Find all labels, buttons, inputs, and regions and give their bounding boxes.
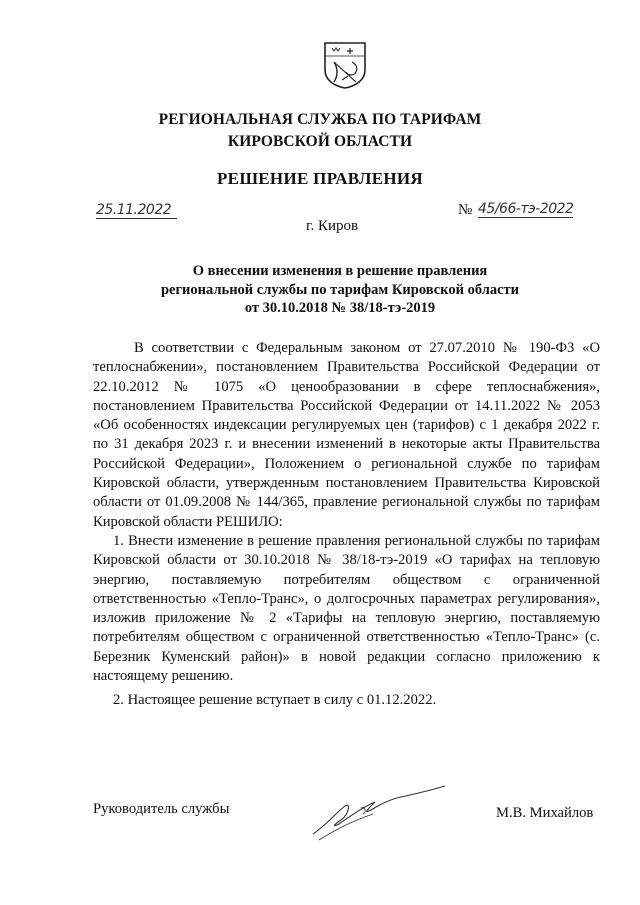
kirov-coat-of-arms-icon (322, 40, 368, 90)
document-subject: О внесении изменения в решение правления региональной службы по тарифам Кировской области от 30.10.2018 № 38/18-тэ-2019 (160, 263, 520, 316)
decision-date: 25.11.2022 (96, 202, 177, 219)
organization-name-line2: КИРОВСКОЙ ОБЛАСТИ (227, 133, 413, 150)
decision-number: 45/66-тэ-2022 (478, 201, 574, 217)
city: г. Киров (306, 218, 359, 234)
document-title: РЕШЕНИЕ ПРАВЛЕНИЯ (217, 169, 423, 188)
decision-item-1: 1. Внести изменение в решение правления региональной службы по тарифам Кировской области от 30.10.2018 № 38/18-тэ-2019 «О тарифах на тепловую энергию, поставляемую потребителям обществом с ограниченной ответственностью «Тепло-Транс», о долгосрочных параметрах регулирования», изложив приложение № 2 «Тарифы на тепловую энергию, поставляемую потребителям обществом с ограниченной ответственностью «Тепло-Транс» (с. Березник Куменский район)» в новой редакции согласно приложению к настоящему решению. (93, 532, 600, 685)
organization-name-line1: РЕГИОНАЛЬНАЯ СЛУЖБА ПО ТАРИФАМ (158, 111, 482, 128)
signatory-position: Руководитель службы (93, 801, 230, 817)
preamble-paragraph: В соответствии с Федеральным законом от 27.07.2010 № 190-ФЗ «О теплоснабжении», постановлением Правительства Российской Федерации от 22.10.2012 № 1075 «О ценообразовании в сфере теплоснабжения», постановлением Правительства Российской Федерации от 14.11.2022 № 2053 «Об особенностях индексации регулируемых цен (тарифов) с 1 декабря 2022 г. по 31 декабря 2023 г. и внесении изменений в некоторые акты Правительства Российской Федерации», Положением о региональной службе по тарифам Кировской области, утвержденным постановлением Правительства Кировской области от 01.09.2008 № 144/365, правление региональной службы по тарифам Кировской области РЕШИЛО: (93, 340, 600, 530)
handwritten-signature-icon (305, 784, 455, 844)
decision-item-2: 2. Настоящее решение вступает в силу с 01.12.2022. (113, 692, 437, 709)
signatory-name: М.В. Михайлов (496, 805, 594, 821)
document-body (93, 339, 600, 711)
decision-number-label: № (458, 202, 473, 218)
